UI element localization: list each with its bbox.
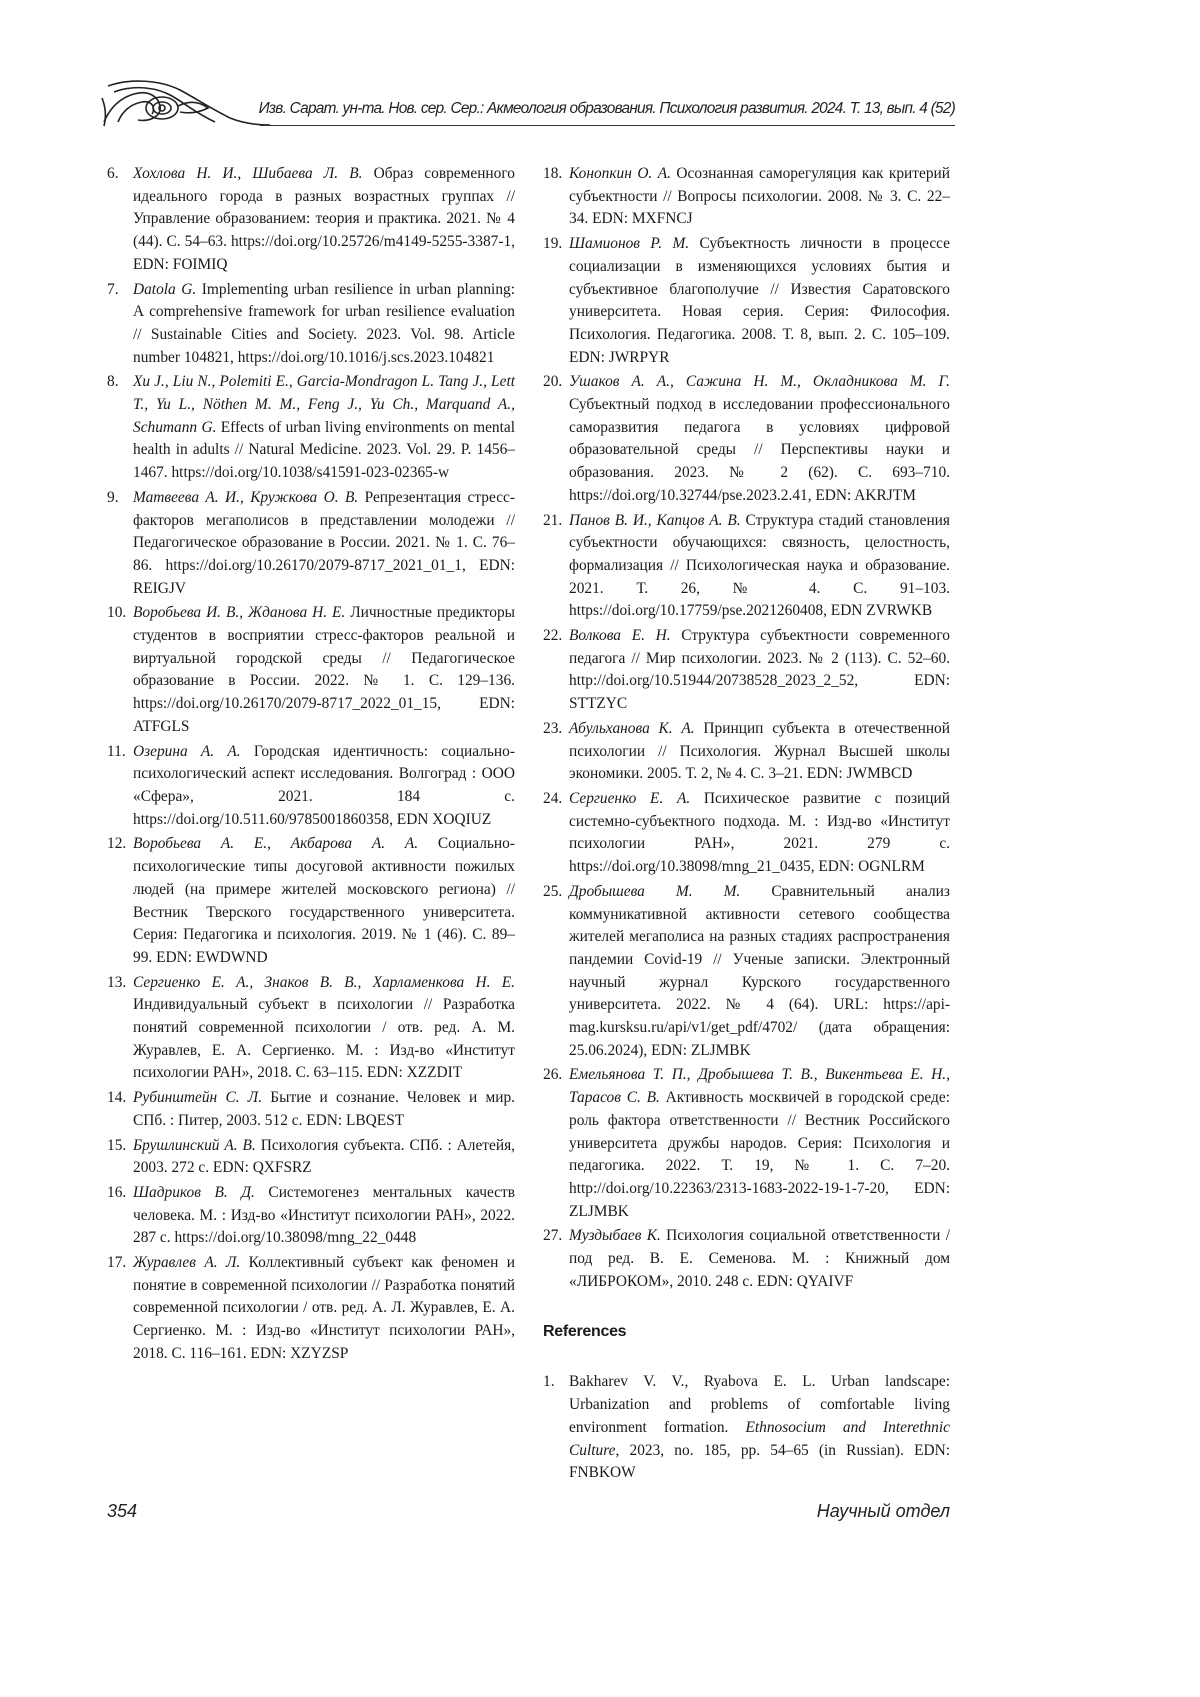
reference-number: 13. bbox=[107, 973, 127, 991]
reference-authors: Муздыбаев К. bbox=[569, 1227, 661, 1245]
reference-text: Системогенез ментальных качеств человека. М. : Изд-во «Институт психологии РАН», 2022. 287 с. https://doi.org/10.38098/mng_22_0448 bbox=[133, 1183, 516, 1247]
reference-item bbox=[543, 510, 950, 624]
left-column bbox=[107, 163, 515, 1368]
reference-authors: Конопкин О. А. bbox=[569, 165, 671, 182]
reference-authors: Емельянова Т. П., Дробышева Т. В., Викентьева Е. Н., Тарасов С. В. bbox=[569, 1066, 950, 1107]
reference-number: 14. bbox=[107, 1089, 127, 1107]
reference-journal: Ethnosocium and Interethnic Culture bbox=[569, 1418, 950, 1459]
reference-authors: Дробышева М. М. bbox=[569, 882, 741, 900]
reference-number: 17. bbox=[107, 1254, 127, 1272]
reference-number: 22. bbox=[543, 627, 563, 645]
reference-authors: Datola G. bbox=[133, 280, 197, 298]
reference-authors: Ушаков А. А., Сажина Н. М., Окладникова М. Г. bbox=[569, 373, 950, 391]
reference-item bbox=[107, 972, 515, 1086]
reference-text: Осознанная саморегуляция как критерий субъектности // Вопросы психологии. 2008. № 3. С. 22–34. EDN: MXFNCJ bbox=[569, 165, 951, 228]
reference-authors: Шамионов Р. М. bbox=[569, 235, 690, 253]
reference-item bbox=[543, 1064, 950, 1223]
reference-authors: Хохлова Н. И., Шибаева Л. В. bbox=[133, 165, 363, 182]
reference-text: Социально-психологические типы досуговой активности пожилых людей (на примере жителей московского региона) // Вестник Тверского государственного университета. Серия: Педагогика и психология. 2019. № 1 (46). С. 89–99. EDN: EWDWND bbox=[133, 835, 515, 966]
reference-item bbox=[543, 1225, 950, 1293]
reference-item bbox=[543, 1371, 950, 1485]
reference-text: , 2023, no. 185, pp. 54–65 (in Russian). EDN: FNBKOW bbox=[569, 1441, 950, 1482]
reference-number: 1. bbox=[543, 1373, 555, 1391]
reference-item bbox=[107, 1135, 515, 1180]
reference-text: Сравнительный анализ коммуникативной активности сетевого сообщества жителей мегаполиса на разных стадиях распространения пандемии Covid-19 // Ученые записки. Электронный научный журнал Курского государственного университета. 2022. № 4 (64). URL: https://api-mag.kursksu.ru/api/v1/get_pdf/4702/ (дата обращения: 25.06.2024), EDN: ZLJMBK bbox=[569, 882, 950, 1059]
reference-authors: Сергиенко Е. А. bbox=[569, 789, 691, 807]
page-number: 354 bbox=[107, 1500, 138, 1521]
reference-number: 11. bbox=[107, 742, 126, 760]
reference-text: Психология субъекта. СПб. : Алетейя, 2003. 272 с. EDN: QXFSRZ bbox=[133, 1136, 515, 1177]
reference-text: Индивидуальный субъект в психологии // Разработка понятий современной психологии / отв. ред. А. М. Журавлев, Е. А. Сергиенко. М. : Изд-во «Институт психологии РАН», 2018. С. 63–115. EDN: XZZDIT bbox=[133, 996, 515, 1082]
reference-authors: Рубинштейн С. Л. bbox=[133, 1089, 263, 1107]
reference-item bbox=[543, 233, 950, 369]
reference-text: Коллективный субъект как феномен и понятие в современной психологии // Разработка понятий современной психологии / отв. ред. А. Л. Журавлев, Е. А. Сергиенко. М. : Изд-во «Институт психологии РАН», 2018. С. 116–161. EDN: XZYZSP bbox=[133, 1254, 515, 1362]
reference-text: Принцип субъекта в отечественной психологии // Психология. Журнал Высшей школы экономики. 2005. Т. 2, № 4. С. 3–21. EDN: JWMBCD bbox=[569, 719, 950, 783]
reference-number: 7. bbox=[107, 280, 119, 298]
reference-number: 23. bbox=[543, 719, 563, 737]
reference-number: 12. bbox=[107, 835, 127, 853]
right-column bbox=[543, 163, 950, 1487]
reference-authors: Сергиенко Е. А., Знаков В. В., Харламенкова Н. Е. bbox=[133, 973, 515, 991]
reference-text: Субъектный подход в исследовании профессионального саморазвития педагога в условиях цифровой образовательной среды // Перспективы науки и образования. 2023. № 2 (62). С. 693–710. https://doi.org/10.32744/pse.2023.2.41, EDN: AKRJTM bbox=[569, 396, 950, 504]
reference-text: Субъектность личности в процессе социализации в изменяющихся условиях бытия и субъективное благополучие // Известия Саратовского университета. Новая серия. Серия: Философия. Психология. Педагогика. 2008. Т. 8, вып. 2. С. 105–109. EDN: JWRPYR bbox=[569, 235, 951, 366]
reference-number: 18. bbox=[543, 165, 563, 182]
reference-item bbox=[543, 625, 950, 716]
reference-text: Психическое развитие с позиций системно-субъектного подхода. М. : Изд-во «Институт психологии РАН», 2021. 279 с. https://doi.org/10.38098/mng_21_0435, EDN: OGNLRM bbox=[569, 789, 950, 876]
reference-number: 25. bbox=[543, 882, 563, 900]
reference-item bbox=[107, 1087, 515, 1132]
reference-number: 9. bbox=[107, 488, 119, 506]
reference-text: Личностные предикторы студентов в восприятии стресс-факторов реальной и виртуальной городской среды // Педагогическое образование в России. 2022. № 1. С. 129–136. https://doi.org/10.26170/2079-8717_2022_01_15, EDN: ATFGLS bbox=[133, 604, 515, 735]
reference-authors: Воробьева А. Е., Акбарова А. А. bbox=[133, 835, 419, 853]
reference-authors: Озерина А. А. bbox=[133, 742, 241, 760]
reference-number: 24. bbox=[543, 789, 563, 807]
reference-item bbox=[107, 163, 515, 277]
reference-text: Effects of urban living environments on mental health in adults // Natural Medicine. 2023. Vol. 29. P. 1456–1467. https://doi.org/10.1038/s41591-023-02365-w bbox=[133, 418, 515, 482]
reference-item bbox=[543, 788, 950, 879]
reference-item bbox=[543, 718, 950, 786]
reference-authors: Воробьева И. В., Жданова Н. Е. bbox=[133, 604, 346, 622]
reference-authors: Матвеева А. И., Кружкова О. В. bbox=[133, 488, 359, 506]
reference-text: Активность москвичей в городской среде: роль фактора ответственности // Вестник Российского университета дружбы народов. Серия: Психология и педагогика. 2022. Т. 19, № 1. С. 7–20. http://doi.org/10.22363/2313-1683-2022-19-1-7-20, EDN: ZLJMBK bbox=[569, 1089, 950, 1220]
reference-number: 26. bbox=[543, 1066, 563, 1084]
reference-number: 27. bbox=[543, 1227, 563, 1245]
references-heading: References bbox=[543, 1323, 627, 1341]
reference-item bbox=[107, 1182, 515, 1250]
reference-item bbox=[543, 371, 950, 507]
columns bbox=[107, 163, 950, 1487]
reference-authors: Xu J., Liu N., Polemiti E., Garcia-Mondragon L. Tang J., Lett T., Yu L., Nöthen M. M., Feng J., Yu Ch., Marquand A., Schumann G. bbox=[133, 373, 515, 436]
reference-text: Психология социальной ответственности / под ред. В. Е. Семенова. М. : Книжный дом «ЛИБРОКОМ», 2010. 248 с. EDN: QYAIVF bbox=[569, 1227, 950, 1290]
journal-title: Изв. Сарат. ун-та. Нов. сер. Сер.: Акмеология образования. Психология развития. 2024. Т. 13, вып. 4 (52) bbox=[258, 100, 955, 117]
reference-item bbox=[107, 602, 515, 738]
reference-authors: Журавлев А. Л. bbox=[133, 1254, 241, 1272]
page-content bbox=[107, 163, 950, 1523]
reference-text: Образ современного идеального города в разных возрастных группах // Управление образованием: теория и практика. 2021. № 4 (44). С. 54–63. https://doi.org/10.25726/m4149-5255-3387-1, EDN: FOIMIQ bbox=[133, 165, 515, 273]
reference-text: Bakharev V. V., Ryabova E. L. Urban landscape: Urbanization and problems of comfortable living environment formation. bbox=[569, 1373, 950, 1436]
reference-text: Implementing urban resilience in urban planning: A comprehensive framework for urban resilience evaluation // Sustainable Cities and Society. 2023. Vol. 98. Article number 104821, https://doi.org/10.1016/j.scs.2023.104821 bbox=[133, 280, 515, 366]
reference-item bbox=[107, 1252, 515, 1366]
reference-text: Структура стадий становления субъектности обучающихся: связность, целостность, формализация // Психологическая наука и образование. 2021. Т. 26, № 4. С. 91–103. https://doi.org/10.17759/pse.2021260408, EDN ZVRWKB bbox=[569, 511, 950, 620]
reference-authors: Панов В. И., Капцов А. В. bbox=[569, 511, 741, 529]
reference-number: 21. bbox=[543, 511, 563, 529]
reference-text: Бытие и сознание. Человек и мир. СПб. : Питер, 2003. 512 с. EDN: LBQEST bbox=[133, 1089, 515, 1129]
reference-text: Городская идентичность: социально-психологический аспект исследования. Волгоград : ООО «Сфера», 2021. 184 с. https://doi.org/10.511.60/9785001860358, EDN XOQIUZ bbox=[133, 742, 515, 828]
reference-authors: Абульханова К. А. bbox=[569, 719, 695, 737]
reference-authors: Брушлинский А. В. bbox=[133, 1136, 256, 1154]
page-footer bbox=[107, 1499, 950, 1523]
reference-number: 16. bbox=[107, 1183, 127, 1201]
reference-number: 20. bbox=[543, 373, 563, 391]
reference-item bbox=[107, 279, 515, 370]
reference-item bbox=[107, 833, 515, 969]
reference-item bbox=[543, 881, 950, 1063]
reference-text: Структура субъектности современного педагога // Мир психологии. 2023. № 2 (113). С. 52–60. http://doi.org/10.51944/20738528_2023_2_52, EDN: STTZYC bbox=[569, 627, 950, 713]
header-rule bbox=[260, 125, 955, 126]
reference-item bbox=[107, 371, 515, 485]
reference-number: 10. bbox=[107, 604, 127, 622]
reference-number: 15. bbox=[107, 1136, 127, 1154]
reference-item bbox=[107, 487, 515, 601]
section-name: Научный отдел bbox=[816, 1500, 950, 1521]
reference-number: 8. bbox=[107, 373, 119, 391]
reference-number: 6. bbox=[107, 165, 119, 182]
reference-number: 19. bbox=[543, 235, 563, 253]
reference-authors: Волкова Е. Н. bbox=[569, 627, 671, 645]
reference-item bbox=[543, 163, 950, 231]
reference-item bbox=[107, 741, 515, 832]
reference-text: Репрезентация стресс-факторов мегаполисов в представлении молодежи // Педагогическое образование в России. 2021. № 1. С. 76–86. https://doi.org/10.26170/2079-8717_2021_01_1, EDN: REIGJV bbox=[133, 488, 515, 597]
journal-logo-icon bbox=[100, 78, 270, 128]
running-header bbox=[100, 78, 955, 128]
reference-authors: Шадриков В. Д. bbox=[133, 1183, 255, 1201]
